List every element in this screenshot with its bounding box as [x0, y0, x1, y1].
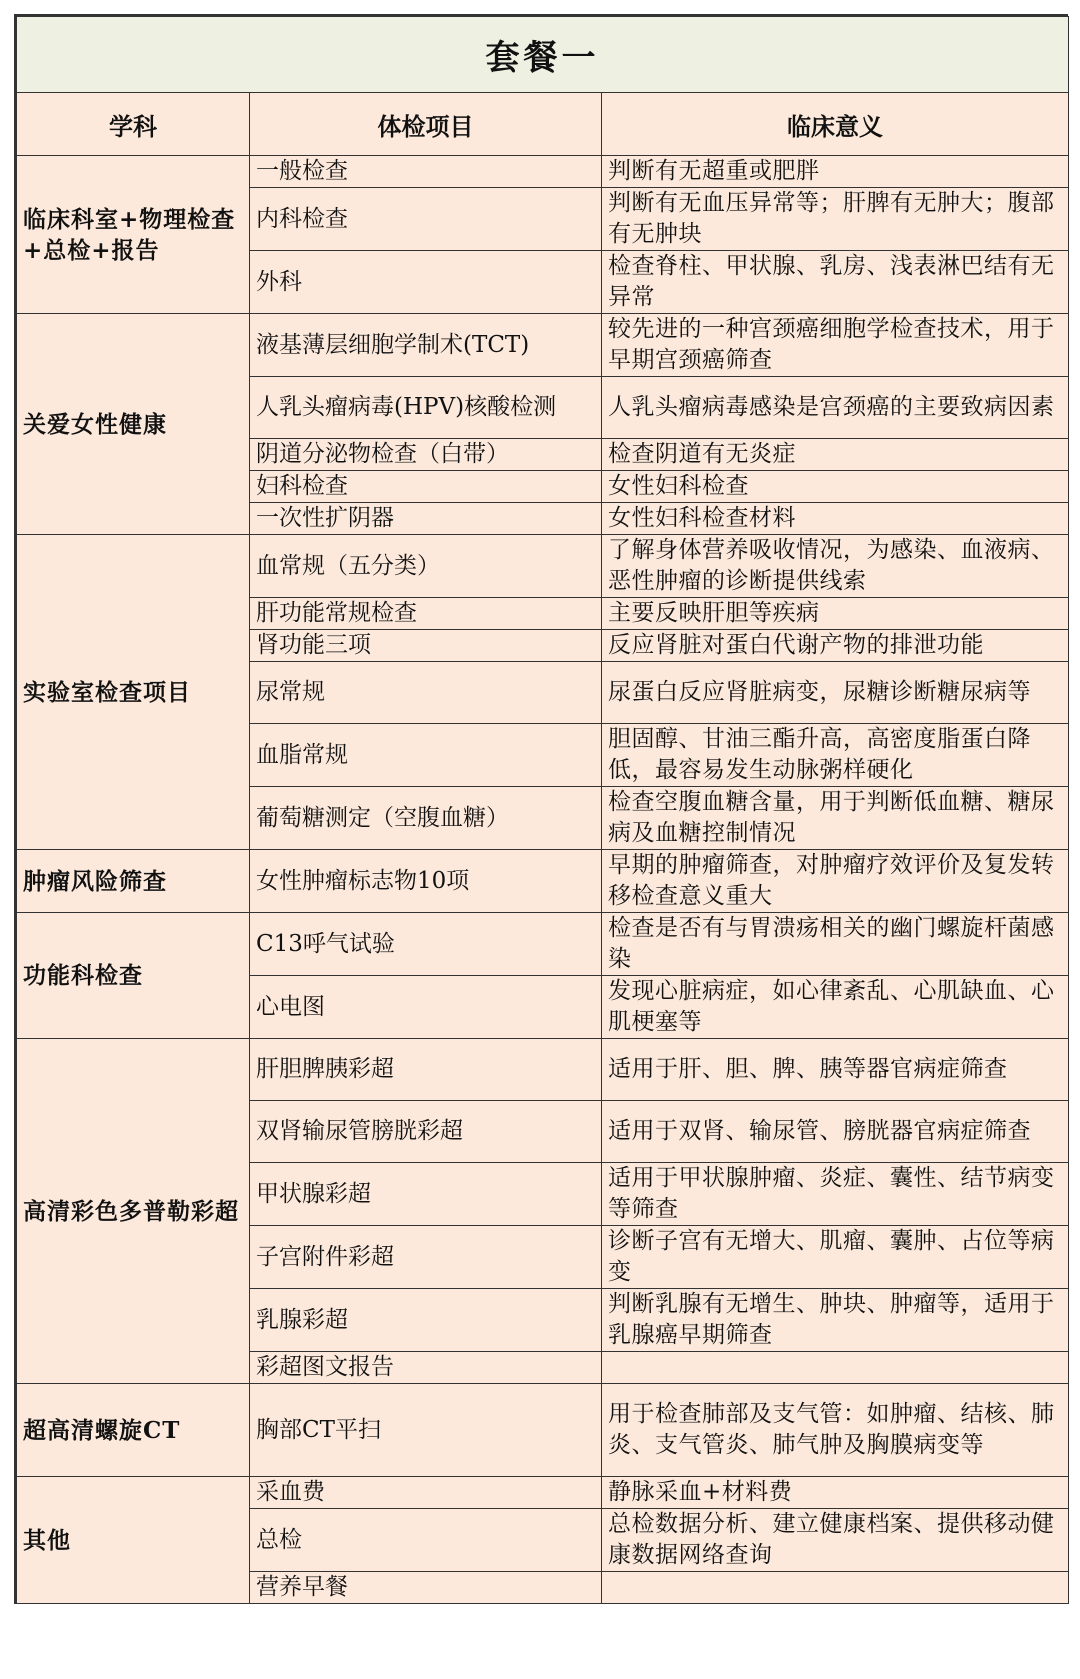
header-subject: 学科 — [17, 93, 250, 156]
subject-cell: 关爱女性健康 — [17, 314, 250, 535]
meaning-cell: 胆固醇、甘油三酯升高，高密度脂蛋白降低，最容易发生动脉粥样硬化 — [602, 724, 1069, 787]
item-cell: 采血费 — [250, 1477, 602, 1509]
subject-cell: 实验室检查项目 — [17, 535, 250, 850]
item-cell: 营养早餐 — [250, 1572, 602, 1604]
item-cell: 双肾输尿管膀胱彩超 — [250, 1101, 602, 1163]
item-cell: 一般检查 — [250, 156, 602, 188]
meaning-cell: 较先进的一种宫颈癌细胞学检查技术，用于早期宫颈癌筛查 — [602, 314, 1069, 377]
meaning-cell: 诊断子宫有无增大、肌瘤、囊肿、占位等病变 — [602, 1226, 1069, 1289]
meaning-cell: 检查是否有与胃溃疡相关的幽门螺旋杆菌感染 — [602, 913, 1069, 976]
meaning-cell: 用于检查肺部及支气管：如肿瘤、结核、肺炎、支气管炎、肺气肿及胸膜病变等 — [602, 1384, 1069, 1477]
meaning-cell: 主要反映肝胆等疾病 — [602, 598, 1069, 630]
meaning-cell — [602, 1352, 1069, 1384]
item-cell: 一次性扩阴器 — [250, 503, 602, 535]
table-row — [17, 535, 1069, 598]
meaning-cell: 早期的肿瘤筛查，对肿瘤疗效评价及复发转移检查意义重大 — [602, 850, 1069, 913]
header-item: 体检项目 — [250, 93, 602, 156]
item-cell: 总检 — [250, 1509, 602, 1572]
subject-cell: 肿瘤风险筛查 — [17, 850, 250, 913]
item-cell: 肾功能三项 — [250, 630, 602, 662]
item-cell: 液基薄层细胞学制术(TCT) — [250, 314, 602, 377]
item-cell: 内科检查 — [250, 188, 602, 251]
item-cell: 人乳头瘤病毒(HPV)核酸检测 — [250, 377, 602, 439]
item-cell: 阴道分泌物检查（白带） — [250, 439, 602, 471]
package-sheet — [14, 14, 1068, 1604]
meaning-cell: 发现心脏病症，如心律紊乱、心肌缺血、心肌梗塞等 — [602, 976, 1069, 1039]
table-row — [17, 314, 1069, 377]
subject-cell: 临床科室+物理检查+总检+报告 — [17, 156, 250, 314]
item-cell: 尿常规 — [250, 662, 602, 724]
item-cell: C13呼气试验 — [250, 913, 602, 976]
meaning-cell: 总检数据分析、建立健康档案、提供移动健康数据网络查询 — [602, 1509, 1069, 1572]
subject-cell: 高清彩色多普勒彩超 — [17, 1039, 250, 1384]
table-row — [17, 850, 1069, 913]
meaning-cell: 女性妇科检查 — [602, 471, 1069, 503]
meaning-cell: 适用于甲状腺肿瘤、炎症、囊性、结节病变等筛查 — [602, 1163, 1069, 1226]
subject-cell: 超高清螺旋CT — [17, 1384, 250, 1477]
meaning-cell: 检查脊柱、甲状腺、乳房、浅表淋巴结有无异常 — [602, 251, 1069, 314]
item-cell: 血常规（五分类） — [250, 535, 602, 598]
item-cell: 子宫附件彩超 — [250, 1226, 602, 1289]
item-cell: 葡萄糖测定（空腹血糖） — [250, 787, 602, 850]
item-cell: 甲状腺彩超 — [250, 1163, 602, 1226]
meaning-cell — [602, 1572, 1069, 1604]
table-row — [17, 1477, 1069, 1509]
item-cell: 外科 — [250, 251, 602, 314]
meaning-cell: 判断有无血压异常等；肝脾有无肿大；腹部有无肿块 — [602, 188, 1069, 251]
table-row — [17, 1384, 1069, 1477]
table-row — [17, 913, 1069, 976]
meaning-cell: 静脉采血+材料费 — [602, 1477, 1069, 1509]
meaning-cell: 人乳头瘤病毒感染是宫颈癌的主要致病因素 — [602, 377, 1069, 439]
meaning-cell: 适用于双肾、输尿管、膀胱器官病症筛查 — [602, 1101, 1069, 1163]
meaning-cell: 检查阴道有无炎症 — [602, 439, 1069, 471]
subject-cell: 功能科检查 — [17, 913, 250, 1039]
item-cell: 胸部CT平扫 — [250, 1384, 602, 1477]
item-cell: 彩超图文报告 — [250, 1352, 602, 1384]
item-cell: 妇科检查 — [250, 471, 602, 503]
meaning-cell: 了解身体营养吸收情况，为感染、血液病、恶性肿瘤的诊断提供线索 — [602, 535, 1069, 598]
package-title: 套餐一 — [17, 17, 1069, 93]
meaning-cell: 判断乳腺有无增生、肿块、肿瘤等，适用于乳腺癌早期筛查 — [602, 1289, 1069, 1352]
subject-cell: 其他 — [17, 1477, 250, 1604]
item-cell: 心电图 — [250, 976, 602, 1039]
meaning-cell: 女性妇科检查材料 — [602, 503, 1069, 535]
meaning-cell: 判断有无超重或肥胖 — [602, 156, 1069, 188]
meaning-cell: 适用于肝、胆、脾、胰等器官病症筛查 — [602, 1039, 1069, 1101]
item-cell: 肝胆脾胰彩超 — [250, 1039, 602, 1101]
item-cell: 女性肿瘤标志物10项 — [250, 850, 602, 913]
header-meaning: 临床意义 — [602, 93, 1069, 156]
table-body — [17, 156, 1069, 1604]
item-cell: 肝功能常规检查 — [250, 598, 602, 630]
package-table — [16, 16, 1069, 1604]
meaning-cell: 检查空腹血糖含量，用于判断低血糖、糖尿病及血糖控制情况 — [602, 787, 1069, 850]
meaning-cell: 尿蛋白反应肾脏病变，尿糖诊断糖尿病等 — [602, 662, 1069, 724]
meaning-cell: 反应肾脏对蛋白代谢产物的排泄功能 — [602, 630, 1069, 662]
table-row — [17, 156, 1069, 188]
item-cell: 血脂常规 — [250, 724, 602, 787]
item-cell: 乳腺彩超 — [250, 1289, 602, 1352]
table-row — [17, 1039, 1069, 1101]
